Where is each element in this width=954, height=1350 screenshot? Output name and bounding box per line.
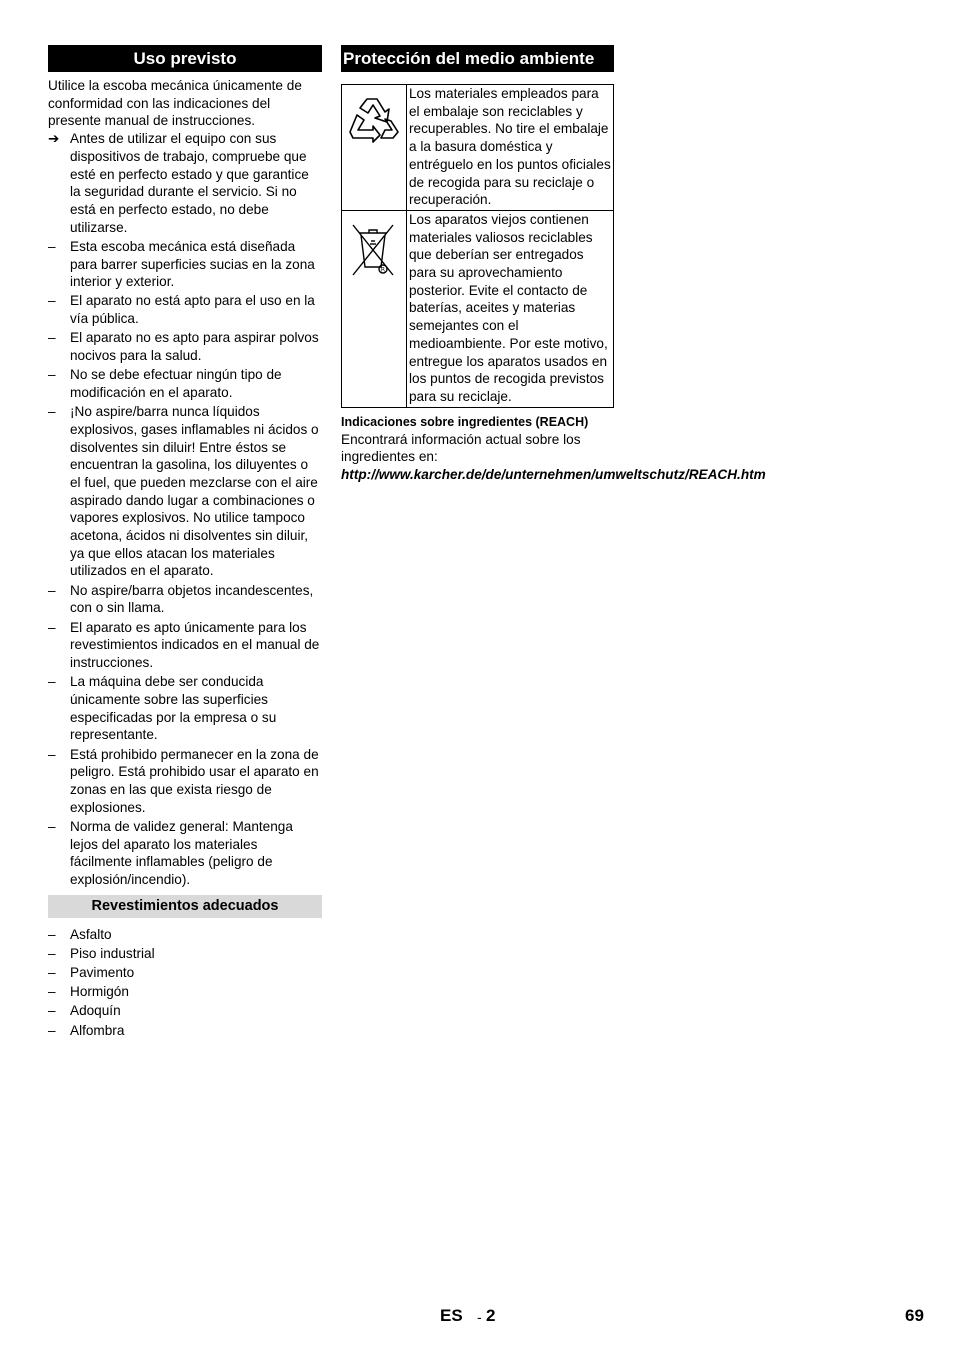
recycling-icon	[347, 91, 401, 145]
list-item: – Asfalto	[48, 926, 112, 942]
crossed-out-bin-icon	[349, 221, 399, 279]
list-item: ➔ Antes de utilizar el equipo con sus dispositivos de trabajo, compruebe que esté en perfecto estado y que garantice la seguridad durante el servicio. Si no está en perfecto estado, no debe utilizarse.	[48, 131, 309, 235]
footer-language: ES	[440, 1306, 463, 1325]
section-title-medio-ambiente: Protección del medio ambiente	[341, 45, 614, 72]
intro-paragraph: Utilice la escoba mecánica únicamente de conformidad con las indicaciones del presente manual de instrucciones.	[48, 78, 302, 129]
dash-marker: –	[48, 582, 56, 598]
dash-marker: –	[48, 330, 56, 346]
list-item: – El aparato no está apto para el uso en la vía pública.	[48, 293, 315, 327]
list-item: – La máquina debe ser conducida únicamente sobre las superficies especificadas por la empresa o su representante.	[48, 674, 277, 743]
list-item: – No aspire/barra objetos incandescentes, con o sin llama.	[48, 582, 314, 616]
environment-table	[341, 84, 614, 408]
usage-list	[48, 130, 322, 889]
dash-marker: –	[48, 945, 56, 961]
page-number: 69	[905, 1306, 924, 1325]
table-row	[342, 85, 614, 211]
old-appliances-text: Los aparatos viejos contienen materiales valiosos reciclables que deberían ser entregados para su aprovechamiento posterior. Evite el contacto de baterías, aceites y materias semejantes con el medioambiente. Por este motivo, entregue los aparatos usados en los puntos de recogida previstos para su reciclaje.	[407, 210, 614, 407]
list-item: – Hormigón	[48, 984, 129, 1000]
arrow-icon: ➔	[48, 131, 60, 147]
dash-marker: –	[48, 746, 56, 762]
packaging-recycling-text: Los materiales empleados para el embalaje son reciclables y recuperables. No tire el embalaje a la basura doméstica y entréguelo en los puntos oficiales de recogida para su reciclaje o recuperación.	[407, 85, 614, 211]
list-item: – Norma de validez general: Mantenga lejos del aparato los materiales fácilmente inflamables (peligro de explosión/incendio).	[48, 818, 293, 887]
surfaces-list	[48, 926, 322, 1040]
list-item: – Alfombra	[48, 1022, 125, 1038]
dash-marker: –	[48, 619, 56, 635]
subsection-title-revestimientos: Revestimientos adecuados	[48, 895, 322, 918]
section-title-uso-previsto: Uso previsto	[48, 45, 322, 72]
dash-marker: –	[48, 404, 56, 420]
dash-marker: –	[48, 818, 56, 834]
list-item: – Está prohibido permanecer en la zona de peligro. Está prohibido usar el aparato en zonas en las que exista riesgo de explosiones.	[48, 746, 319, 815]
dash-marker: –	[48, 965, 56, 981]
reach-link[interactable]: http://www.karcher.de/de/unternehmen/umweltschutz/REACH.htm	[341, 467, 766, 483]
dash-marker: –	[48, 674, 56, 690]
dash-marker: –	[48, 367, 56, 383]
right-column	[341, 45, 766, 484]
reach-text: Encontrará información actual sobre los ingredientes en:	[341, 431, 581, 465]
dash-marker: –	[48, 984, 56, 1000]
dash-marker: –	[48, 926, 56, 942]
list-item: – El aparato es apto únicamente para los revestimientos indicados en el manual de instrucciones.	[48, 619, 320, 670]
list-item: – El aparato no es apto para aspirar polvos nocivos para la salud.	[48, 330, 319, 364]
list-item: – No se debe efectuar ningún tipo de modificación en el aparato.	[48, 367, 282, 400]
footer-section-number: 2	[486, 1306, 496, 1325]
dash-marker: –	[48, 293, 56, 309]
list-item: – ¡No aspire/barra nunca líquidos explosivos, gases inflamables ni ácidos o disolventes sin diluir! Entre éstos se encuentran la gasolina, los diluyentes o el fuel, que pueden mezclarse con el aire aspirado dando lugar a combinaciones o vapores explosivos. No utilice tampoco acetona, ácidos ni disolventes sin diluir, ya que ellos atacan los materiales utilizados en el aparato.	[48, 404, 319, 579]
dash-marker: –	[48, 1003, 56, 1019]
reach-heading: Indicaciones sobre ingredientes (REACH)	[341, 414, 589, 429]
dash-marker: –	[48, 1022, 56, 1038]
list-item: – Piso industrial	[48, 945, 155, 961]
svg-text:R: R	[380, 266, 386, 274]
table-row	[342, 210, 614, 407]
dash-marker: –	[48, 238, 56, 254]
list-item: – Pavimento	[48, 965, 135, 981]
list-item: – Esta escoba mecánica está diseñada para barrer superficies sucias en la zona interior y exterior.	[48, 238, 315, 290]
list-item: – Adoquín	[48, 1003, 121, 1019]
footer-separator: -	[477, 1309, 482, 1325]
left-column	[48, 45, 322, 1041]
